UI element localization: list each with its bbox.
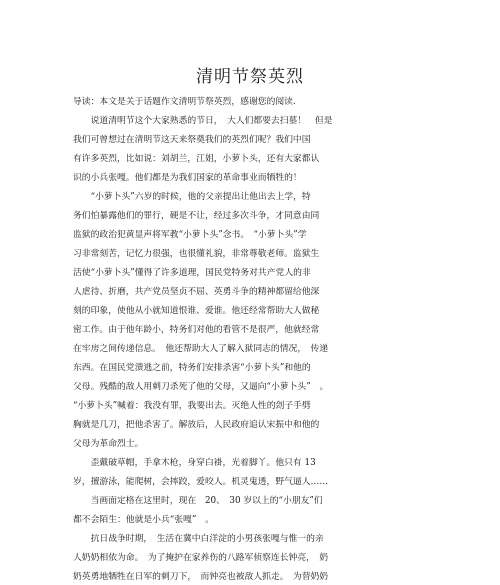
intro-line: 导读：本文是关于话题作文清明节祭英烈，感谢您的阅读.	[73, 97, 296, 107]
text-line: 歪戴破草帽，手拿木枪，身穿白褂，光着脚丫。他只有 13	[73, 458, 316, 468]
text-line: 在牢房之间传递信息。 他还帮助大人了解入狱同志的情况， 传递	[73, 344, 329, 354]
text-line: 密工作。由于他年龄小，特务们对他的看管不是很严，他就经常	[73, 325, 320, 335]
text-line: 人虐待、折磨，共产党员坚贞不屈、英勇斗争的精神都留给他深	[73, 287, 320, 297]
text-line: 监狱的政治犯黄显声将军教“小萝卜头”念书。 “小萝卜头”学	[73, 230, 307, 240]
text-line: 岁，擅游泳，能爬树，会摔跤，爱咬人。机灵鬼透，野气逼人……	[73, 477, 329, 487]
text-line: 说道清明节这个大家熟悉的节日， 大人们都要去扫墓！ 但是	[73, 116, 333, 126]
text-line: 识的小兵张嘎。他们都是为我们国家的革命事业而牺牲的！	[73, 173, 302, 183]
text-line: 我们可曾想过在清明节这天来祭奠我们的英烈们呢？我们中国	[73, 135, 311, 145]
text-line: 习非常刻苦，记忆力很强，也很懂礼貌，非常尊敬老师。监狱生	[73, 249, 320, 259]
text-line: 东西。在国民党溃逃之前，特务们安排杀害“小萝卜头”和他的	[73, 363, 311, 373]
text-line: 奶英勇地牺牲在日军的刺刀下， 而钟亮也被敌人抓走。 为替奶奶	[73, 572, 329, 582]
text-line: 胸就是几刀，把他杀害了。解放后，人民政府追认宋振中和他的	[73, 420, 320, 430]
text-line: 活使“小萝卜头”懂得了许多道理，国民党特务对共产党人的非	[73, 268, 311, 278]
page-title: 清明节祭英烈	[196, 67, 304, 87]
text-line: 父母为革命烈士。	[73, 439, 144, 449]
text-line: 人奶奶相依为命。 为了掩护在家养伤的八路军侦察连长钟亮， 奶	[73, 553, 329, 563]
text-line: 务们怕暴露他们的罪行，硬是不让，经过多次斗争，才同意由同	[73, 211, 320, 221]
text-line: 抗日战争时期， 生活在冀中白洋淀的小男孩张嘎与惟一的亲	[73, 534, 324, 544]
text-line: 都不会陌生：他就是小兵“张嘎” 。	[73, 515, 214, 525]
text-line: “小萝卜头”喊着：我没有罪，我要出去。灭绝人性的刽子手劈	[73, 401, 311, 411]
text-line: “小萝卜头”六岁的时候，他的父亲提出让他出去上学，特	[73, 192, 311, 202]
text-line: 当画面定格在这里时，现在 20、 30 岁以上的“小朋友”们	[73, 496, 323, 506]
text-line: 刻的印象，使他从小就知道恨谁、爱谁。他还经常帮助大人做秘	[73, 306, 320, 316]
text-line: 父母。残酷的敌人用刺刀杀死了他的父母，又逼向“小萝卜头” 。	[73, 382, 329, 392]
text-line: 有许多英烈，比如说：刘胡兰，江姐，小萝卜头，还有大家都认	[73, 154, 320, 164]
